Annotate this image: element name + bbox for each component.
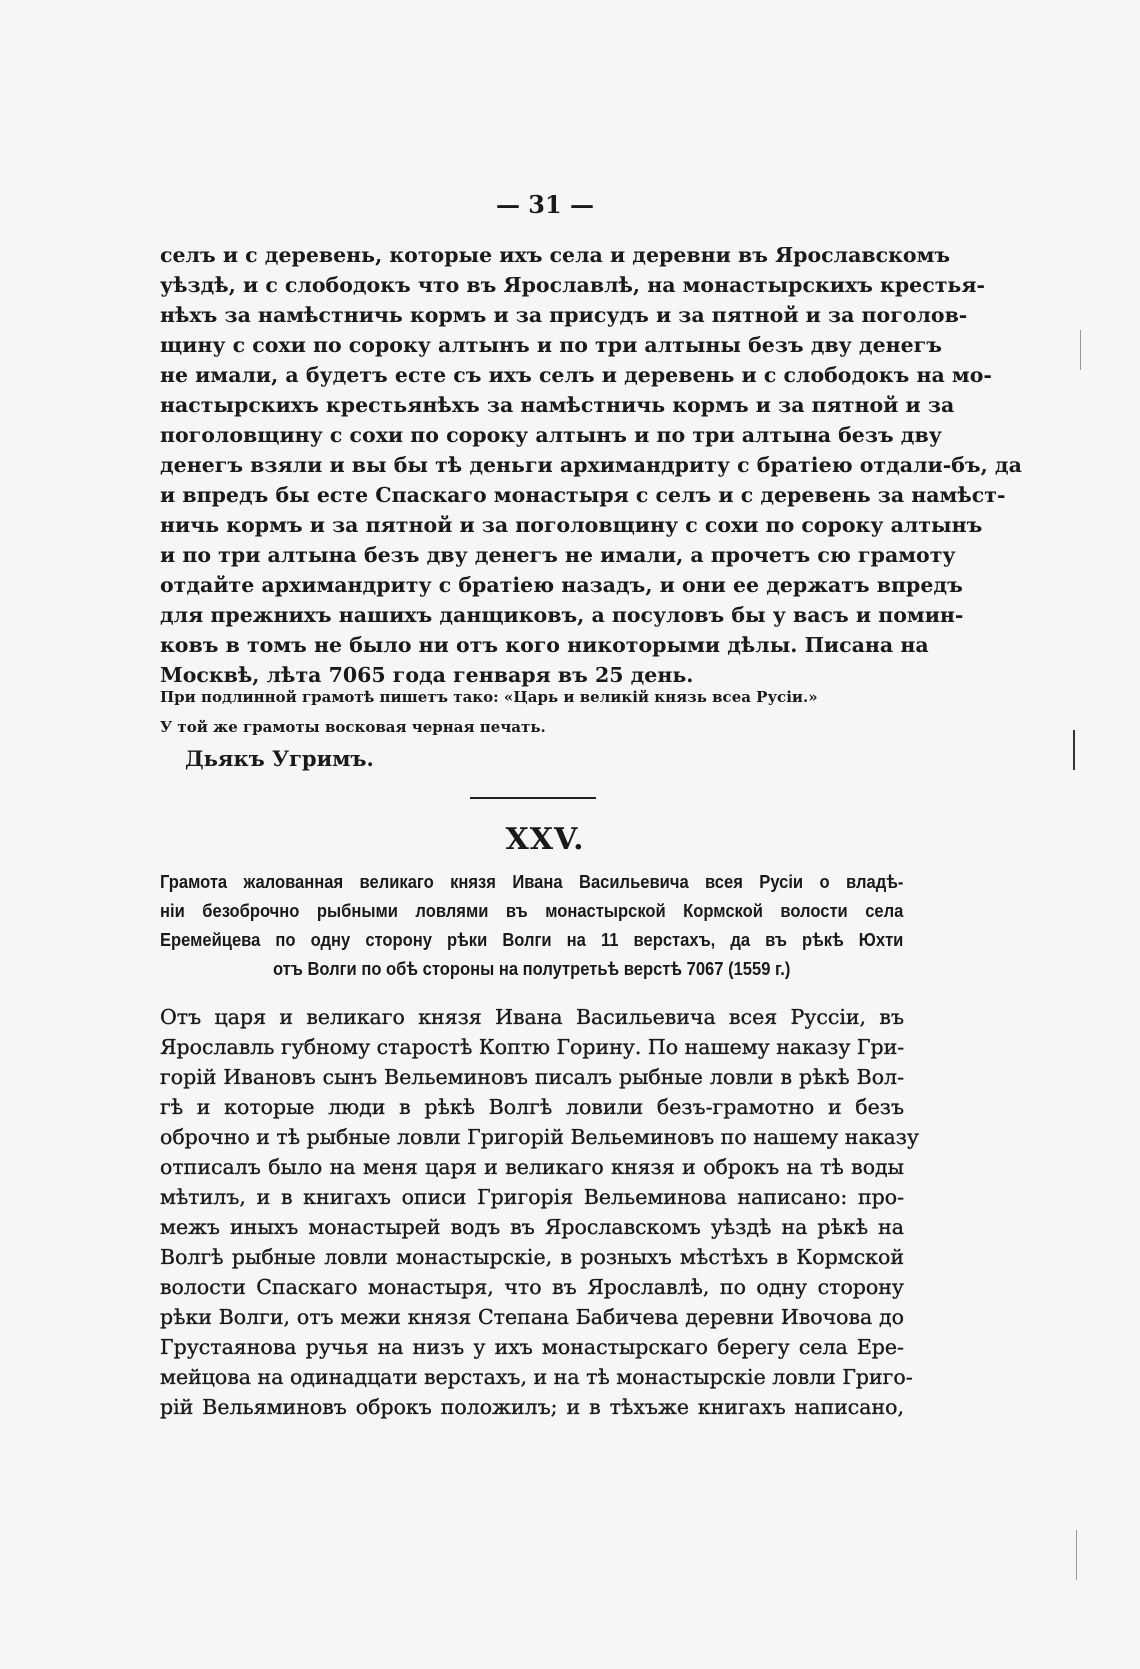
- section-number: XXV.: [505, 822, 585, 857]
- note-seal: У той же грамоты восковая черная печать.: [160, 718, 546, 736]
- text-line: отписалъ было на меня царя и великаго князя и оброкъ на тѣ воды: [160, 1155, 904, 1179]
- text-line: гѣ и которые люди в рѣкѣ Волгѣ ловили безъ-грамотно и безъ: [160, 1095, 904, 1119]
- text-line: настырскихъ крестьянѣхъ за намѣстничь кормъ и за пятной и за: [160, 393, 955, 417]
- text-line: Грустаянова ручья на низъ у ихъ монастырскаго берегу села Ере-: [160, 1335, 904, 1359]
- text-line: горій Ивановъ сынъ Вельеминовъ писалъ рыбные ловли в рѣкѣ Вол-: [160, 1065, 904, 1089]
- text-line: волости Спаскаго монастыря, что въ Ярославлѣ, по одну сторону: [160, 1275, 904, 1299]
- section-divider: [470, 797, 596, 799]
- title-line: Грамота жалованная великаго князя Ивана Васильевича всея Русіи о владѣ-: [160, 872, 904, 892]
- text-line: Ярославль губному старостѣ Коптю Горину. По нашему наказу Гри-: [160, 1035, 905, 1059]
- note-original-charter: При подлинной грамотѣ пишетъ тако: «Царь и великій князь всеа Русіи.»: [160, 688, 818, 706]
- text-line: межъ иныхъ монастырей водъ въ Ярославскомъ уѣздѣ на рѣкѣ на: [160, 1215, 904, 1239]
- paragraph-2: [160, 1002, 919, 1422]
- text-line: рій Вельяминовъ оброкъ положилъ; и в тѣхъже книгахъ написано,: [160, 1395, 904, 1419]
- text-line: отдайте архимандриту с братіею назадъ, и они ее держатъ впредъ: [160, 573, 963, 597]
- text-line: ковъ в томъ не было ни отъ кого никоторыми дѣлы. Писана на: [160, 633, 929, 657]
- text-line: не имали, а будетъ есте съ ихъ селъ и деревень и с слободокъ на мо-: [160, 363, 992, 387]
- text-line: поголовщину с сохи по сороку алтынъ и по три алтына безъ дву: [160, 423, 942, 447]
- text-line: рѣки Волги, отъ межи князя Степана Бабичева деревни Ивочова до: [160, 1305, 904, 1329]
- title-line: отъ Волги по обѣ стороны на полутретьѣ верстѣ 7067 (1559 г.): [272, 959, 791, 979]
- text-line: Волгѣ рыбные ловли монастырскіе, в розныхъ мѣстѣхъ в Кормской: [160, 1245, 904, 1269]
- scan-margin-mark: [1073, 730, 1075, 770]
- text-line: уѣздѣ, и с слободокъ что въ Ярославлѣ, на монастырскихъ крестья-: [160, 273, 985, 297]
- text-line: мейцова на одинадцати верстахъ, и на тѣ монастырскіе ловли Григо-: [160, 1365, 913, 1389]
- text-line: и по три алтына безъ дву денегъ не имали, а прочетъ сю грамоту: [160, 543, 956, 567]
- text-line: денегъ взяли и вы бы тѣ деньги архимандриту с братіею отдали-бъ, да: [160, 453, 1022, 477]
- text-line: щину с сохи по сороку алтынъ и по три алтыны безъ дву денегъ: [160, 333, 942, 357]
- text-line: селъ и с деревень, которые ихъ села и деревни въ Ярославскомъ: [160, 243, 951, 267]
- paragraph-1: [160, 240, 1022, 690]
- section-title: [160, 868, 904, 984]
- text-line: и впредъ бы есте Спаскаго монастыря с селъ и с деревень за намѣст-: [160, 483, 1006, 507]
- text-line: нѣхъ за намѣстничь кормъ и за присудъ и за пятной и за поголов-: [160, 303, 968, 327]
- text-line: Отъ царя и великаго князя Ивана Васильевича всея Руссіи, въ: [160, 1005, 904, 1029]
- text-line: Москвѣ, лѣта 7065 года генваря въ 25 день.: [160, 663, 694, 687]
- scan-margin-mark: [1080, 330, 1081, 370]
- text-line: ничь кормъ и за пятной и за поголовщину с сохи по сороку алтынъ: [160, 513, 983, 537]
- text-line: мѣтилъ, и в книгахъ описи Григорія Вельеминова написано: про-: [160, 1185, 904, 1209]
- scan-margin-mark: [1076, 1530, 1077, 1580]
- page-number: — 31 —: [495, 190, 595, 219]
- title-line: Еремейцева по одну сторону рѣки Волги на 11 верстахъ, да въ рѣкѣ Юхти: [160, 930, 904, 950]
- text-line: для прежнихъ нашихъ данщиковъ, а посуловъ бы у васъ и помин-: [160, 603, 964, 627]
- title-line: ніи безоброчно рыбными ловлями въ монастырской Кормской волости села: [160, 901, 904, 921]
- signature: Дьякъ Угримъ.: [185, 746, 374, 771]
- text-line: оброчно и тѣ рыбные ловли Григорій Вельеминовъ по нашему наказу: [160, 1125, 919, 1149]
